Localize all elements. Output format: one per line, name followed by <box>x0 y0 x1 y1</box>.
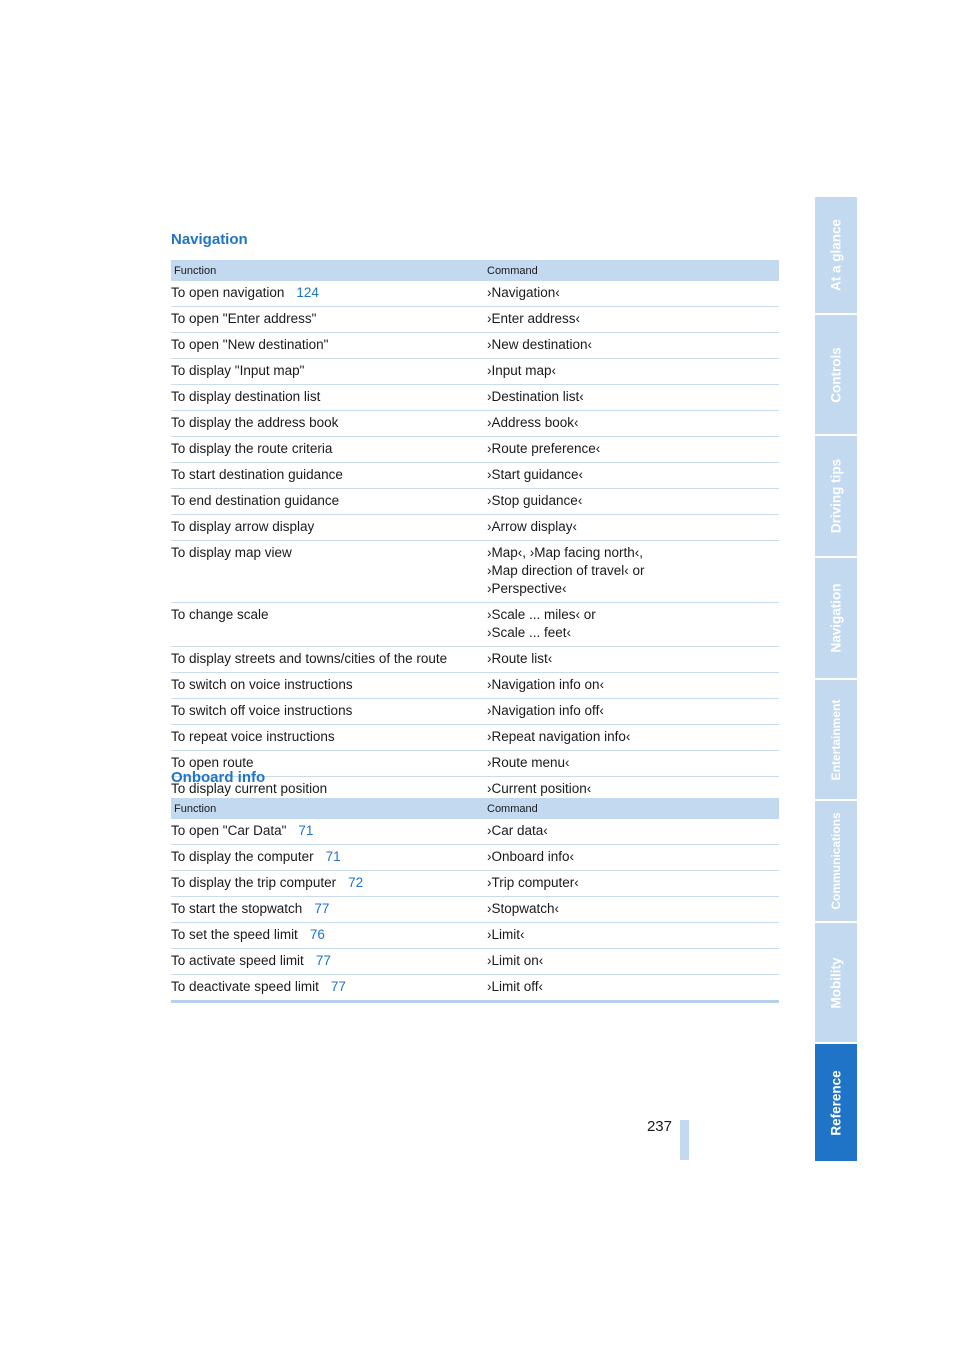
page-number: 237 <box>646 1118 672 1135</box>
function-cell <box>171 541 487 603</box>
function-text: To deactivate speed limit <box>171 979 319 994</box>
chapter-tab-label: At a glance <box>828 218 844 292</box>
function-text: To switch off voice instructions <box>171 703 353 718</box>
function-text: To display the address book <box>171 415 339 430</box>
chapter-tab-label: Navigation <box>828 583 844 653</box>
function-text: To display the route criteria <box>171 441 333 456</box>
table-row <box>171 307 779 333</box>
function-text: To repeat voice instructions <box>171 729 335 744</box>
voice-command-text: ›Map‹, ›Map facing north‹, <box>487 545 644 560</box>
function-cell <box>171 359 487 385</box>
voice-command-text: ›Enter address‹ <box>487 311 581 326</box>
function-text: To display map view <box>171 545 292 560</box>
chapter-tab-navigation[interactable] <box>815 558 857 680</box>
onboard-info-command-table <box>171 798 779 1003</box>
command-cell <box>487 673 779 699</box>
function-text: To open "New destination" <box>171 337 329 352</box>
column-header-function: Function <box>171 798 487 819</box>
function-cell <box>171 923 487 949</box>
page-reference-link[interactable]: 76 <box>309 927 325 942</box>
chapter-tab-driving-tips[interactable] <box>815 436 857 558</box>
function-cell <box>171 437 487 463</box>
page-number-bar <box>680 1120 689 1160</box>
page-reference-link[interactable]: 71 <box>298 823 314 838</box>
function-cell <box>171 281 487 307</box>
voice-command-text: ›Perspective‹ <box>487 581 567 596</box>
chapter-tab-mobility[interactable] <box>815 923 857 1044</box>
chapter-tab-label: Communications <box>829 812 843 910</box>
section-title-onboard-info: Onboard info <box>171 769 266 786</box>
voice-command-text: ›Start guidance‹ <box>487 467 584 482</box>
function-text: To open route <box>171 755 254 770</box>
command-cell <box>487 307 779 333</box>
voice-command-text: ›Navigation info off‹ <box>487 703 604 718</box>
voice-command-text: ›Limit on‹ <box>487 953 544 968</box>
table-row <box>171 515 779 541</box>
table-row <box>171 541 779 603</box>
command-cell <box>487 975 779 1002</box>
voice-command-text: ›Limit‹ <box>487 927 525 942</box>
function-text: To display arrow display <box>171 519 315 534</box>
table-row <box>171 673 779 699</box>
function-cell <box>171 463 487 489</box>
table-header-row <box>171 260 779 281</box>
chapter-tab-label: Driving tips <box>828 458 844 534</box>
function-text: To set the speed limit <box>171 927 298 942</box>
function-text: To start destination guidance <box>171 467 343 482</box>
function-text: To switch on voice instructions <box>171 677 353 692</box>
table-row <box>171 949 779 975</box>
function-cell <box>171 385 487 411</box>
command-cell <box>487 281 779 307</box>
page-reference-link[interactable]: 77 <box>314 901 330 916</box>
function-text: To open "Car Data" <box>171 823 287 838</box>
table-row <box>171 699 779 725</box>
function-cell <box>171 897 487 923</box>
chapter-tab-index <box>815 197 857 1163</box>
voice-command-text: ›Repeat navigation info‹ <box>487 729 631 744</box>
page-reference-link[interactable]: 77 <box>315 953 331 968</box>
function-text: To display streets and towns/cities of the route <box>171 651 448 666</box>
function-cell <box>171 725 487 751</box>
section-title-navigation: Navigation <box>171 231 248 248</box>
voice-command-text: ›Limit off‹ <box>487 979 544 994</box>
function-text: To end destination guidance <box>171 493 340 508</box>
function-cell <box>171 949 487 975</box>
page-reference-link[interactable]: 77 <box>330 979 346 994</box>
table-row <box>171 897 779 923</box>
function-text: To display current position <box>171 781 328 796</box>
voice-command-text: ›Stop guidance‹ <box>487 493 583 508</box>
function-cell <box>171 975 487 1002</box>
function-cell <box>171 647 487 673</box>
table-row <box>171 333 779 359</box>
table-row <box>171 819 779 845</box>
voice-command-text: ›Scale ... feet‹ <box>487 625 572 640</box>
command-cell <box>487 897 779 923</box>
function-cell <box>171 489 487 515</box>
command-cell <box>487 385 779 411</box>
table-row <box>171 975 779 1002</box>
function-cell <box>171 699 487 725</box>
voice-command-text: ›Car data‹ <box>487 823 548 838</box>
voice-command-text: ›Scale ... miles‹ or <box>487 607 596 622</box>
voice-command-text: ›Route menu‹ <box>487 755 570 770</box>
function-cell <box>171 845 487 871</box>
command-cell <box>487 647 779 673</box>
function-cell <box>171 603 487 647</box>
chapter-tab-reference[interactable] <box>815 1044 857 1163</box>
voice-command-text: ›Onboard info‹ <box>487 849 575 864</box>
command-cell <box>487 463 779 489</box>
table-header-row <box>171 798 779 819</box>
function-cell <box>171 307 487 333</box>
command-cell <box>487 437 779 463</box>
voice-command-text: ›Current position‹ <box>487 781 592 796</box>
chapter-tab-controls[interactable] <box>815 315 857 436</box>
column-header-function: Function <box>171 260 487 281</box>
voice-command-text: ›Stopwatch‹ <box>487 901 560 916</box>
table-row <box>171 647 779 673</box>
table-row <box>171 725 779 751</box>
command-cell <box>487 871 779 897</box>
voice-command-text: ›Navigation info on‹ <box>487 677 605 692</box>
table-row <box>171 603 779 647</box>
command-cell <box>487 541 779 603</box>
table-row <box>171 359 779 385</box>
voice-command-text: ›Map direction of travel‹ or <box>487 563 645 578</box>
voice-command-text: ›Destination list‹ <box>487 389 584 404</box>
command-cell <box>487 699 779 725</box>
table-row <box>171 845 779 871</box>
table-row <box>171 871 779 897</box>
table-row <box>171 923 779 949</box>
column-header-command: Command <box>487 798 779 819</box>
chapter-tab-entertainment[interactable] <box>815 680 857 801</box>
function-text: To open navigation <box>171 285 285 300</box>
chapter-tab-label: Reference <box>828 1069 844 1136</box>
table-row <box>171 489 779 515</box>
function-text: To display the trip computer <box>171 875 337 890</box>
command-cell <box>487 845 779 871</box>
function-cell <box>171 411 487 437</box>
function-cell <box>171 819 487 845</box>
command-cell <box>487 515 779 541</box>
page-reference-link[interactable]: 72 <box>348 875 364 890</box>
function-cell <box>171 673 487 699</box>
voice-command-text: ›Input map‹ <box>487 363 557 378</box>
command-cell <box>487 411 779 437</box>
command-cell <box>487 949 779 975</box>
chapter-tab-communications[interactable] <box>815 801 857 923</box>
voice-command-text: ›Navigation‹ <box>487 285 560 300</box>
page-reference-link[interactable]: 124 <box>296 285 319 300</box>
command-cell <box>487 489 779 515</box>
table-row <box>171 437 779 463</box>
function-cell <box>171 515 487 541</box>
voice-command-text: ›Trip computer‹ <box>487 875 579 890</box>
command-cell <box>487 725 779 751</box>
chapter-tab-at-a-glance[interactable] <box>815 197 857 315</box>
function-cell <box>171 871 487 897</box>
function-text: To change scale <box>171 607 269 622</box>
voice-command-text: ›New destination‹ <box>487 337 593 352</box>
column-header-command: Command <box>487 260 779 281</box>
command-cell <box>487 751 779 777</box>
command-cell <box>487 333 779 359</box>
voice-command-text: ›Arrow display‹ <box>487 519 578 534</box>
command-cell <box>487 819 779 845</box>
voice-command-text: ›Route preference‹ <box>487 441 601 456</box>
chapter-tab-label: Entertainment <box>829 699 843 780</box>
function-text: To activate speed limit <box>171 953 304 968</box>
chapter-tab-label: Mobility <box>828 957 844 1008</box>
page-reference-link[interactable]: 71 <box>325 849 341 864</box>
navigation-command-table <box>171 260 779 805</box>
function-text: To display destination list <box>171 389 321 404</box>
function-text: To start the stopwatch <box>171 901 303 916</box>
voice-command-text: ›Route list‹ <box>487 651 553 666</box>
function-text: To display the computer <box>171 849 314 864</box>
chapter-tab-label: Controls <box>828 346 844 403</box>
command-cell <box>487 923 779 949</box>
table-row <box>171 463 779 489</box>
command-cell <box>487 603 779 647</box>
voice-command-text: ›Address book‹ <box>487 415 579 430</box>
table-row <box>171 281 779 307</box>
function-text: To open "Enter address" <box>171 311 317 326</box>
command-cell <box>487 359 779 385</box>
function-text: To display "Input map" <box>171 363 305 378</box>
function-cell <box>171 333 487 359</box>
table-row <box>171 385 779 411</box>
table-row <box>171 411 779 437</box>
